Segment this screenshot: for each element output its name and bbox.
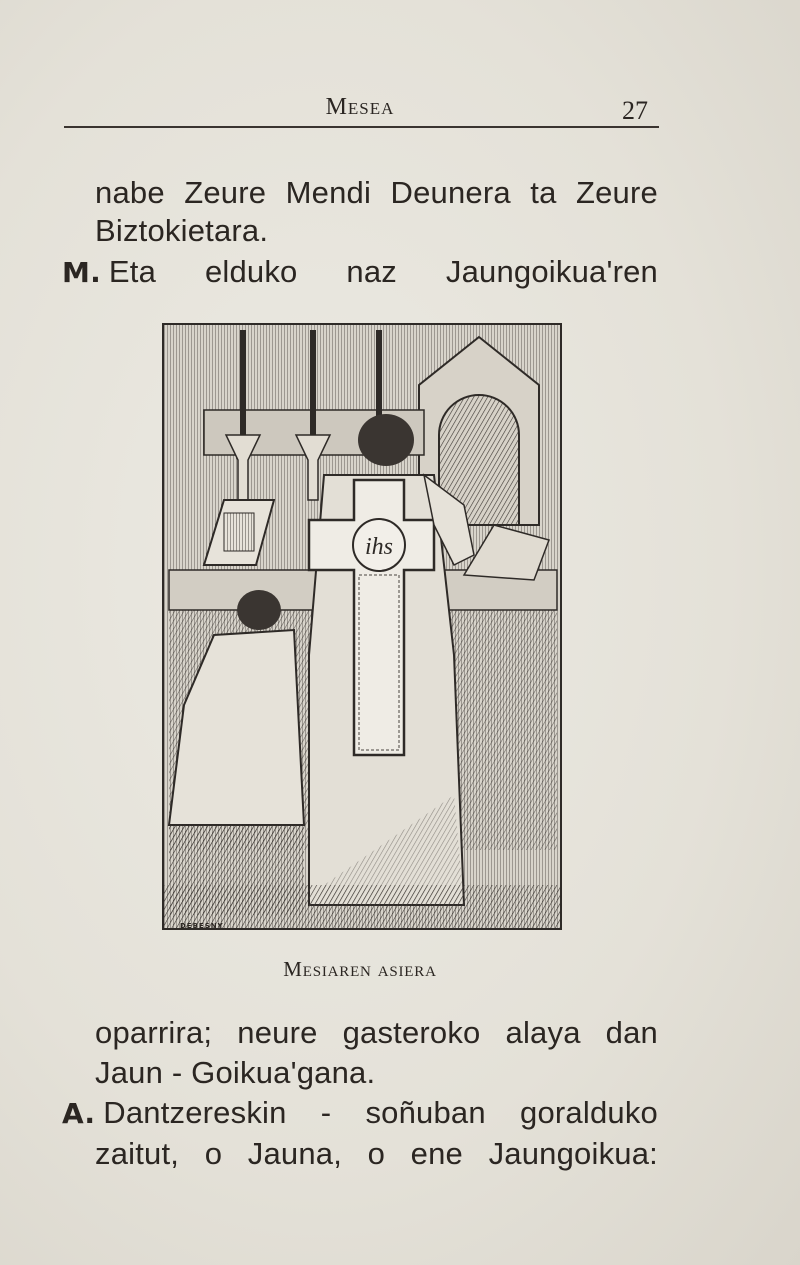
text-line-4: oparrira; neure gasteroko alaya dan <box>95 1015 658 1050</box>
page-number: 27 <box>622 96 648 125</box>
text-line-6: A. Dantzereskin - soñuban goralduko <box>62 1095 658 1130</box>
running-header-title: Mesea <box>325 94 395 120</box>
text-line-7: zaitut, o Jauna, o ene Jaungoikua: <box>95 1136 658 1171</box>
speaker-marker: M. <box>62 256 101 289</box>
engraving-illustration <box>162 323 562 930</box>
text-line-1: nabe Zeure Mendi Deunera ta Zeure <box>95 175 658 210</box>
figure-caption: Mesiaren asiera <box>283 957 437 981</box>
speaker-marker: A. <box>62 1097 96 1130</box>
text-line-2: Biztokietara. <box>95 213 269 248</box>
engraver-signature: DEBESNY <box>180 922 224 930</box>
text-line-3: M. Eta elduko naz Jaungoikua'ren <box>62 254 658 289</box>
header-rule <box>64 126 659 128</box>
text-line-5: Jaun - Goikua'gana. <box>95 1055 376 1090</box>
ihs-monogram: ihs <box>364 534 394 560</box>
